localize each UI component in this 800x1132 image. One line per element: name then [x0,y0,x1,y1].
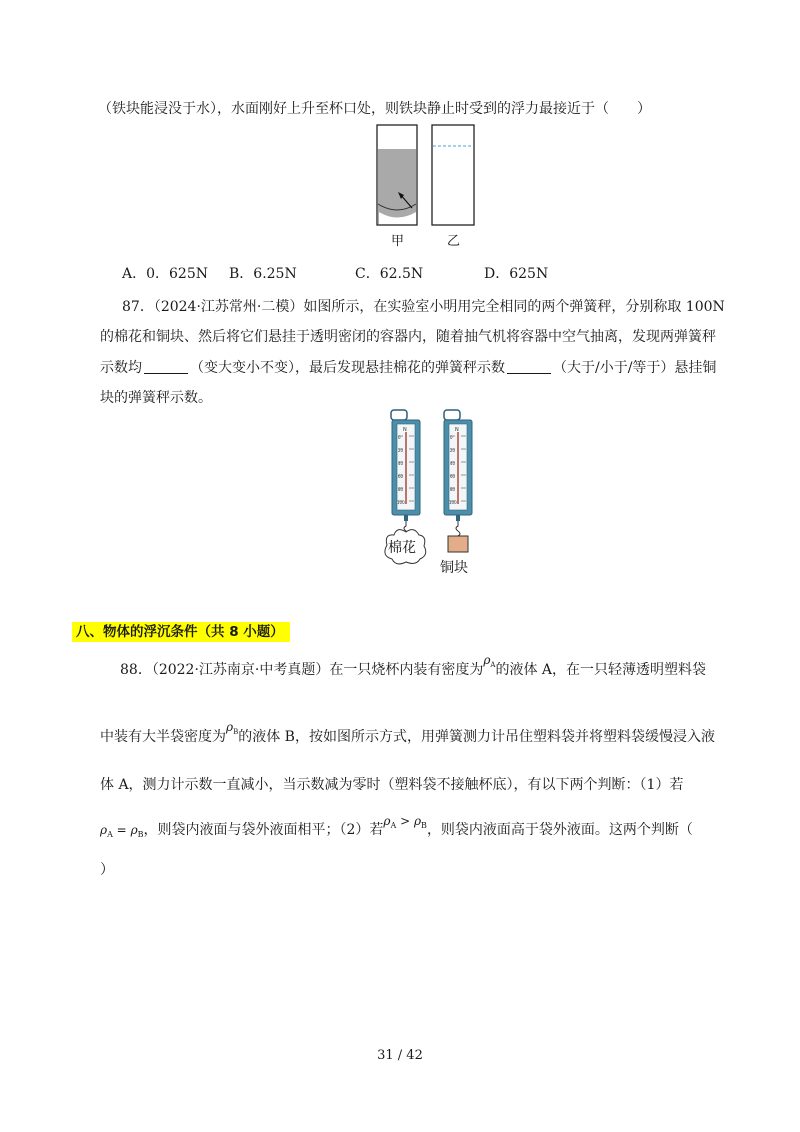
scale-unit-right: N [455,427,459,433]
spring-scale-right [444,410,472,552]
spring-scales-figure [372,408,484,578]
q88-line-2-end: 的液体 B，按如图所示方式，用弹簧测力计吊住塑料袋并将塑料袋缓慢浸入液 [238,729,715,745]
q88-line-4 [100,814,693,845]
rho-a-symbol: $\rho_A$ [483,653,496,669]
scale-tick-label: 40 [398,461,404,466]
cup-yi [432,125,474,225]
scale-tick-label: 80 [398,487,404,492]
q87-line-3 [100,358,716,378]
scale-tick-label: 40 [450,461,456,466]
q86-option-b: B．6.25N [229,266,297,282]
q86-text-line: （铁块能浸没于水），水面刚好上升至杯口处，则铁块静止时受到的浮力最接近于（ ） [98,101,651,117]
cups-figure [370,122,490,252]
q88-line-2 [100,720,715,752]
q87-line-4: 块的弹簧秤示数。 [100,390,212,406]
scale-unit-left: N [403,427,407,433]
q88-line-3: 体 A，测力计示数一直减小，当示数减为零时（塑料袋不接触杯底），有以下两个判断：（1）若 [100,777,684,793]
q87-line-1: 87．（2024·江苏常州·二模）如图所示，在实验室小明用完全相同的两个弹簧秤，分别称取 100N [122,299,725,315]
scale-tick-label: 60 [398,474,404,479]
rho-b-symbol: $\rho_B$ [226,720,239,736]
label-jia: 甲 [391,234,405,249]
scale-tick-label: 0 [398,435,401,440]
q87-line-2: 的棉花和铜块、然后将它们悬挂于透明密闭的容器内，随着抽气机将容器中空气抽离，发现两弹簧秤 [100,329,716,345]
q88-line-1-end: 的液体 A，在一只轻薄透明塑料袋 [495,662,707,678]
label-cotton: 棉花 [388,540,416,556]
scale-tick-label: 100 [449,500,457,505]
q86-option-a: A．0．625N [122,266,208,282]
section-heading: 八、物体的浮沉条件（共 8 小题） [72,622,290,642]
copper-block [448,536,468,552]
scale-tick-label: 100 [397,500,405,505]
q88-line-4-end: ，则袋内液面高于袋外液面。这两个判断（ [426,822,693,838]
inequality-rho-a-gt-rho-b: $\rho_A > \rho_B$ [383,814,427,830]
label-copper: 铜块 [440,560,468,576]
q88-line-1 [120,653,707,685]
scale-tick-label: 20 [398,448,404,453]
q88-line-5: ） [100,862,114,878]
q87-line-3-start: 示数均 [100,360,142,376]
answer-blank-1[interactable] [144,359,188,374]
q86-option-c: C．62.5N [355,266,424,282]
scale-tick-label: 60 [450,474,456,479]
q87-line-3-middle: （变大变小不变），最后发现悬挂棉花的弹簧秤示数 [190,360,505,376]
cup-jia [377,125,417,225]
q87-line-3-end: （大于/小于/等于）悬挂铜 [553,360,717,376]
scale-tick-label: 0 [450,435,453,440]
equation-rho-a-eq-rho-b: $\rho_A = \rho_B$ [100,823,144,839]
page-number: 31 / 42 [377,1048,423,1063]
q88-line-1-start: 88．（2022·江苏南京·中考真题）在一只烧杯内装有密度为 [120,662,484,678]
q88-line-2-start: 中装有大半袋密度为 [100,729,226,745]
q86-option-d: D．625N [484,266,549,282]
q88-line-4-middle: ，则袋内液面与袋外液面相平；（2）若 [143,822,384,838]
scale-tick-label: 20 [450,448,456,453]
label-yi: 乙 [447,234,461,249]
answer-blank-2[interactable] [507,359,551,374]
scale-tick-label: 80 [450,487,456,492]
